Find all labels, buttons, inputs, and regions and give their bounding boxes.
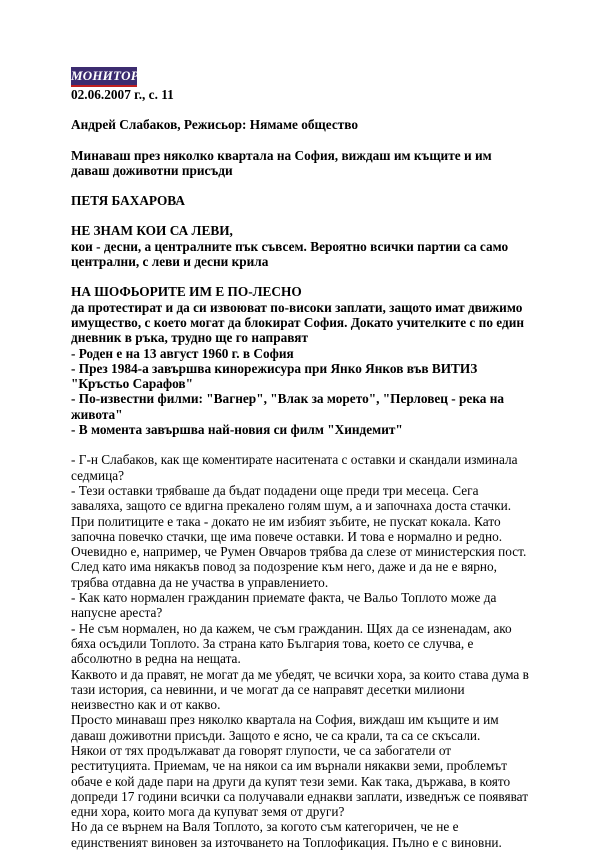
article-body: [71, 452, 531, 850]
paragraph: Но да се върнем на Валя Топлото, за когото съм категоричен, че не е единственият виновен за източването на Топлофикация. Пълно е с виновни.: [71, 819, 502, 850]
section1-heading: НЕ ЗНАМ КОИ СА ЛЕВИ,: [71, 223, 233, 239]
date-line: 02.06.2007 г., с. 11: [71, 87, 174, 102]
bio-item: - По-известни филми: "Вагнер", "Влак за морето", "Перловец - река на живота": [71, 391, 505, 422]
section1-text: кои - десни, а централните пък съвсем. Вероятно всички партии са само централни, с леви и десни крила: [71, 238, 509, 270]
bio-item: - Роден е на 13 август 1960 г. в София: [71, 345, 294, 361]
lead: Минаваш през няколко квартала на София, виждаш им къщите и им даваш доживотни присъди: [71, 147, 492, 178]
paragraph: - Как като нормален гражданин приемате факта, че Вальо Топлото може да напусне ареста?: [71, 590, 497, 621]
bio-item: - През 1984-а завършва кинорежисура при Янко Янков във ВИТИЗ "Кръстьо Сарафов": [71, 360, 478, 392]
headline: Андрей Слабаков, Режисьор: Нямаме общество: [71, 117, 358, 133]
bio-item: - В момента завършва най-новия си филм "Хиндемит": [71, 422, 403, 438]
paragraph: Очевидно е, например, че Румен Овчаров трябва да слезе от министерския пост. След като има някакъв повод за подозрение към него, даже и да не е вярно, трябва отдавна да не участва в управлението.: [71, 544, 527, 590]
paragraph: - Г-н Слабаков, как ще коментирате наситената с оставки и скандали изминала седмица?: [71, 452, 518, 483]
article: [71, 67, 531, 850]
paragraph: Просто минаваш през няколко квартала на София, виждаш им къщите и им даваш доживотни присъди. Защото е ясно, че са крали, та са се скъсали.: [71, 712, 499, 743]
bio-list: [71, 346, 531, 438]
section2-text: да протестират и да си извоюват по-високи заплати, защото имат движимо имущество, с което могат да блокират София. Докато учителките с по един дневник в ръка, трудно ще го направят: [71, 299, 525, 346]
monitor-logo: МОНИТОР: [71, 67, 137, 87]
paragraph: - Тези оставки трябваше да бъдат подадени още преди три месеца. Сега заваляха, защото се вдигна прекалено голям шум, а и започнаха доста стачки. При политиците е така - докато не им избият зъбите, не пускат кокала. Като започна повечко стачки, ще има повече оставки. И това е нормално и редно.: [71, 482, 512, 544]
section2-heading: НА ШОФЬОРИТЕ ИМ Е ПО-ЛЕСНО: [71, 284, 302, 300]
paragraph: Някои от тях продължават да говорят глупости, че са забогатели от реституцията. Приемам, че на някои са им върнали някакви земи, проблемът обаче е кой даде пари на други да купят тези земи. Как така, държава, в която допреди 17 години всички са получавали еднакви заплати, изведнъж се появяват едни хора, които мога да купуват земя от други?: [71, 742, 529, 820]
author: ПЕТЯ БАХАРОВА: [71, 193, 185, 209]
paragraph: Каквото и да правят, не могат да ме убедят, че всички хора, за които става дума в тази история, са невинни, и че могат да се направят десетки милиони неизвестно как и от какво.: [71, 666, 529, 713]
paragraph: - Не съм нормален, но да кажем, че съм гражданин. Щях да се изненадам, ако бяха осъдили Топлото. За страна като България това, което се случва, е абсолютно в редна на нещата.: [71, 620, 512, 667]
